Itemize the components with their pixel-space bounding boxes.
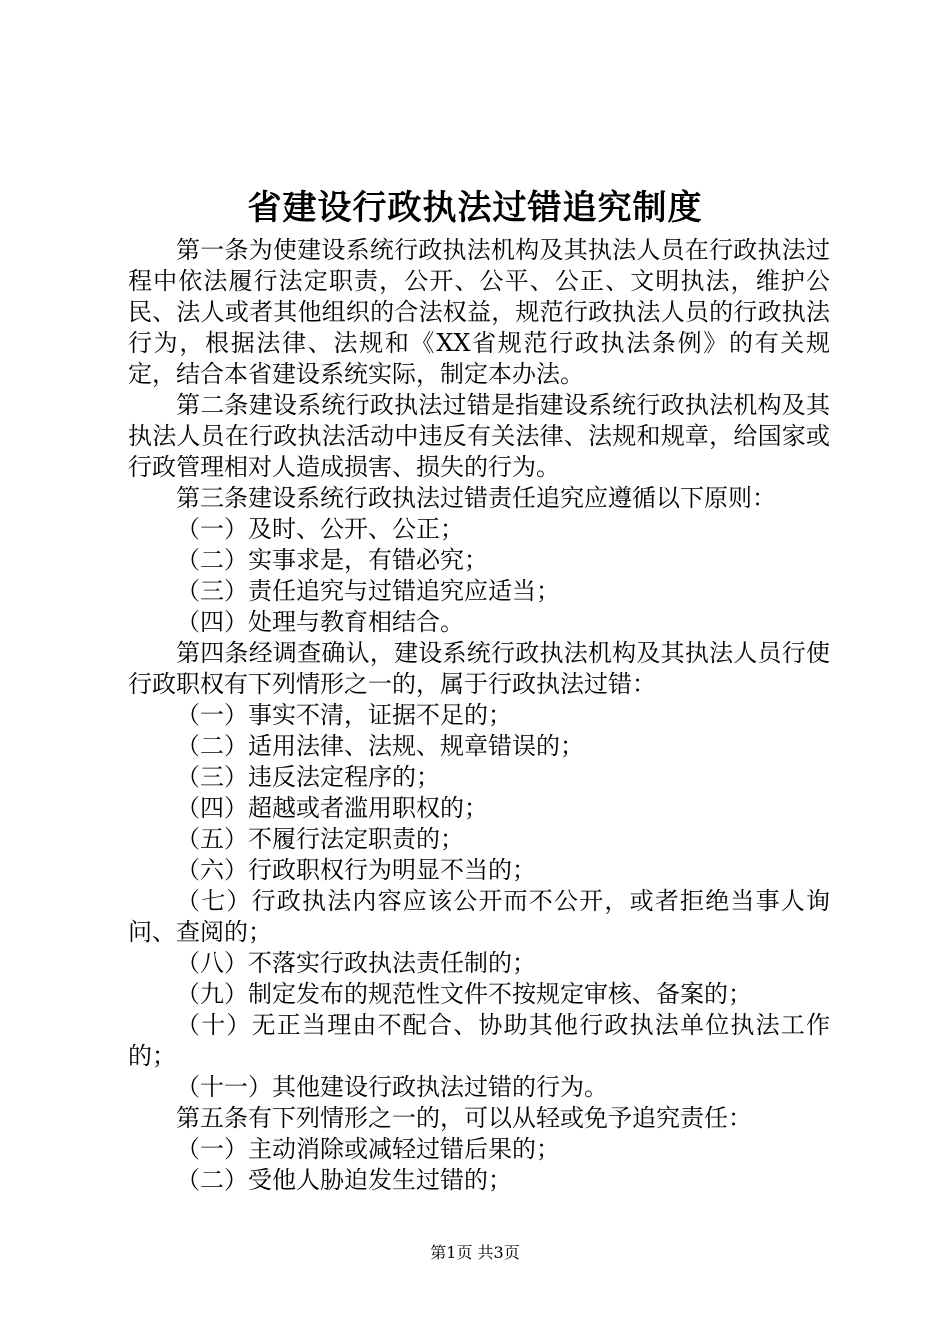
list-item: （二）适用法律、法规、规章错误的； <box>176 732 584 760</box>
list-item: （十一）其他建设行政执法过错的行为。 <box>176 1073 608 1101</box>
page-number-footer: 第1页 共3页 <box>430 1243 520 1262</box>
paragraph-article-5: 第五条有下列情形之一的，可以从轻或免予追究责任： <box>176 1104 752 1132</box>
list-item: （七）行政执法内容应该公开而不公开，或者拒绝当事人询问、查阅的； <box>128 887 830 946</box>
list-item: （三）责任追究与过错追究应适当； <box>176 577 560 605</box>
paragraph-article-3: 第三条建设系统行政执法过错责任追究应遵循以下原则： <box>176 484 776 512</box>
paragraph-article-1: 第一条为使建设系统行政执法机构及其执法人员在行政执法过程中依法履行法定职责，公开、公平、公正、文明执法，维护公民、法人或者其他组织的合法权益，规范行政执法人员的行政执法行为，根据法律、法规和《XX省规范行政执法条例》的有关规定，结合本省建设系统实际，制定本办法。 <box>128 236 830 388</box>
list-item: （四）超越或者滥用职权的； <box>176 794 488 822</box>
list-item: （三）违反法定程序的； <box>176 763 440 791</box>
list-item: （二）实事求是，有错必究； <box>176 546 488 574</box>
paragraph-article-2: 第二条建设系统行政执法过错是指建设系统行政执法机构及其执法人员在行政执法活动中违反有关法律、法规和规章，给国家或行政管理相对人造成损害、损失的行为。 <box>128 391 830 481</box>
list-item: （一）事实不清，证据不足的； <box>176 701 512 729</box>
list-item: （一）及时、公开、公正； <box>176 515 464 543</box>
list-item: （一）主动消除或减轻过错后果的； <box>176 1135 560 1163</box>
list-item: （六）行政职权行为明显不当的； <box>176 856 536 884</box>
list-item: （十）无正当理由不配合、协助其他行政执法单位执法工作的； <box>128 1011 830 1070</box>
document-title: 省建设行政执法过错追究制度 <box>247 188 703 228</box>
paragraph-article-4: 第四条经调查确认，建设系统行政执法机构及其执法人员行使行政职权有下列情形之一的，属于行政执法过错： <box>128 639 830 698</box>
list-item: （五）不履行法定职责的； <box>176 825 464 853</box>
list-item: （四）处理与教育相结合。 <box>176 608 464 636</box>
document-body <box>128 235 830 1196</box>
list-item: （二）受他人胁迫发生过错的； <box>176 1166 512 1194</box>
list-item: （九）制定发布的规范性文件不按规定审核、备案的； <box>176 980 752 1008</box>
list-item: （八）不落实行政执法责任制的； <box>176 949 536 977</box>
